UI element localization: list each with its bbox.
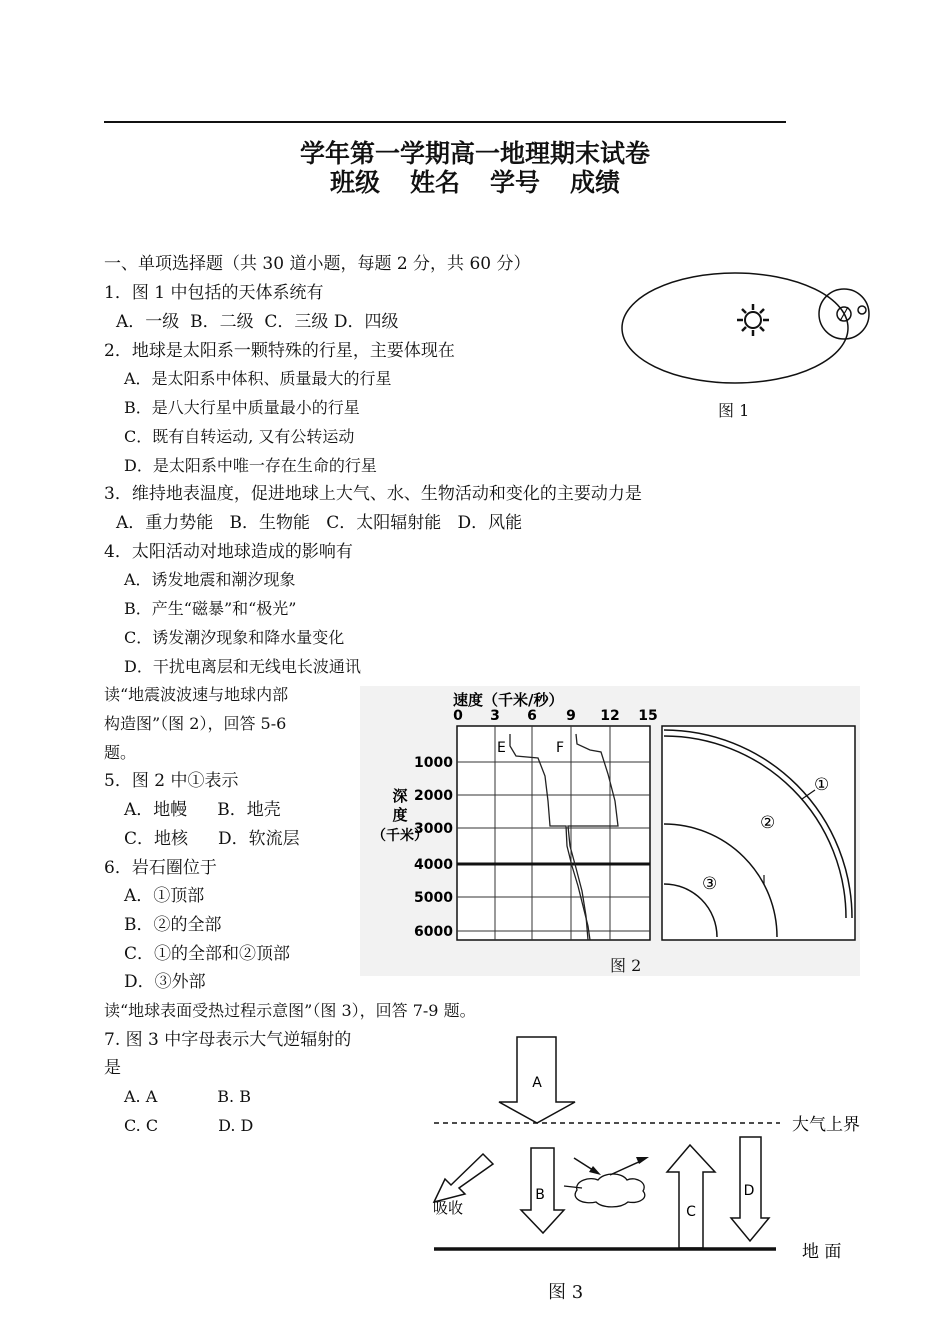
section-heading: 一、单项选择题（共 30 道小题，每题 2 分，共 60 分） [104,254,531,274]
q7-option-c: C. C [124,1116,159,1135]
q5-option-d: D．软流层 [218,829,300,849]
q2-option-b: B．是八大行星中质量最小的行星 [124,398,360,417]
q1-option-d: D．四级 [333,312,399,332]
ground-label: 地 面 [802,1242,842,1262]
q6-stem: 6．岩石圈位于 [104,858,217,878]
reflect-out-arrow [610,1160,643,1175]
q7-option-d: D. D [218,1116,254,1135]
q3-option-d: D．风能 [457,513,523,533]
q5-option-b: B．地壳 [217,800,281,820]
fig2-x-tick: 3 [490,708,500,724]
q3-stem: 3．维持地表温度，促进地球上大气、水、生物活动和变化的主要动力是 [104,484,642,504]
arrow-b-label: B [535,1187,545,1203]
fig2-layer-label-3: ③ [702,874,718,894]
moon-icon [858,306,866,314]
q5-stem: 5．图 2 中①表示 [104,771,239,791]
fig2-y-tick: 3000 [414,821,453,837]
q5-option-c: C．地核 [124,829,189,849]
q4-option-b: B．产生“磁暴”和“极光” [124,599,297,618]
figure-3-diagram [420,1030,890,1270]
q3-options [116,512,522,534]
arrow-absorb [434,1154,493,1202]
student-info-line [0,163,950,199]
figure-3-caption: 图 3 [548,1282,584,1303]
fig2-layer-label-1: ① [814,775,830,795]
student-id-field: 学号 [490,168,541,197]
fig2-y-tick: 5000 [414,890,453,906]
arrow-c [667,1145,715,1248]
q3-option-a: A．重力势能 [116,513,214,533]
q1-stem: 1．图 1 中包括的天体系统有 [104,283,324,303]
score-field: 成绩 [570,168,621,197]
fig2-axis-title: 速度（千米/秒） [453,691,564,709]
fig2-y-title: 深 [392,787,408,805]
sun-icon [737,304,769,336]
fig2-x-tick: 15 [638,708,658,724]
q2-stem: 2．地球是太阳系一颗特殊的行星，主要体现在 [104,341,455,361]
read1-line-2: 构造图”（图 2），回答 5-6 [104,714,287,733]
atmosphere-top-label: 大气上界 [792,1115,860,1135]
q7-option-a: A. A [124,1087,158,1106]
absorb-label: 吸收 [433,1199,464,1217]
name-field: 姓名 [409,168,460,197]
earth-orbit [622,273,848,383]
q7-stem-line-1: 7. 图 3 中字母表示大气逆辐射的 [104,1030,352,1050]
fig2-x-tick: 0 [453,708,463,724]
cloud-icon [575,1174,645,1207]
class-field: 班级 [329,168,380,197]
q5-options-row-1 [124,799,281,821]
q2-option-c: C．既有自转运动, 又有公转运动 [124,427,355,446]
q2-option-a: A．是太阳系中体积、质量最大的行星 [124,369,392,388]
fig2-curve-label-f: F [556,740,565,756]
q7-options-row-1 [124,1086,251,1108]
top-rule [104,121,786,123]
read2-text: 读“地球表面受热过程示意图”（图 3），回答 7-9 题。 [104,1001,476,1020]
q7-option-b: B. B [217,1087,251,1106]
fig2-x-tick: 12 [600,708,620,724]
fig2-x-tick: 9 [566,708,576,724]
q1-option-c: C．三级 [264,312,329,332]
q6-option-a: A．①顶部 [124,886,205,906]
q5-option-a: A．地幔 [124,800,188,820]
arrow-a-label: A [532,1075,542,1091]
q1-option-b: B．二级 [190,312,254,332]
arrow-c-label: C [686,1204,696,1220]
read1-line-1: 读“地震波波速与地球内部 [104,685,289,704]
q3-option-c: C．太阳辐射能 [326,513,442,533]
q6-option-d: D．③外部 [124,972,206,992]
q1-options [116,311,398,333]
fig2-y-tick: 2000 [414,788,453,804]
fig2-layer-label-2: ② [760,813,776,833]
figure-1-caption: 图 1 [718,401,750,420]
fig2-y-title: （千米） [372,828,428,844]
q6-option-c: C．①的全部和②顶部 [124,944,291,964]
fig2-y-title: 度 [392,806,408,824]
q5-options-row-2 [124,828,300,850]
q7-stem-line-2: 是 [104,1058,121,1078]
q4-option-a: A．诱发地震和潮汐现象 [124,570,296,589]
fig2-y-tick: 6000 [414,924,453,940]
q4-option-c: C．诱发潮汐现象和降水量变化 [124,628,345,647]
q4-option-d: D．干扰电离层和无线电长波通讯 [124,657,361,676]
fig2-section-frame [662,726,855,940]
q1-option-a: A．一级 [116,312,180,332]
read1-line-3: 题。 [104,743,137,762]
fig2-chart-frame [457,726,650,940]
figure-2-diagram [360,686,860,976]
q3-option-b: B．生物能 [229,513,310,533]
earth-icon [837,307,851,321]
q4-stem: 4．太阳活动对地球造成的影响有 [104,542,353,562]
q7-options-row-2 [124,1115,253,1137]
figure-1-diagram [620,270,870,400]
fig2-curve-label-e: E [497,740,506,756]
fig2-x-tick: 6 [527,708,537,724]
fig2-y-tick: 1000 [414,755,453,771]
arrow-d-label: D [743,1183,755,1199]
page-title: 学年第一学期高一地理期末试卷 [299,139,650,168]
q6-option-b: B．②的全部 [124,915,222,935]
fig2-y-tick: 4000 [414,857,453,873]
figure-2-caption: 图 2 [610,956,642,975]
q2-option-d: D．是太阳系中唯一存在生命的行星 [124,456,377,475]
